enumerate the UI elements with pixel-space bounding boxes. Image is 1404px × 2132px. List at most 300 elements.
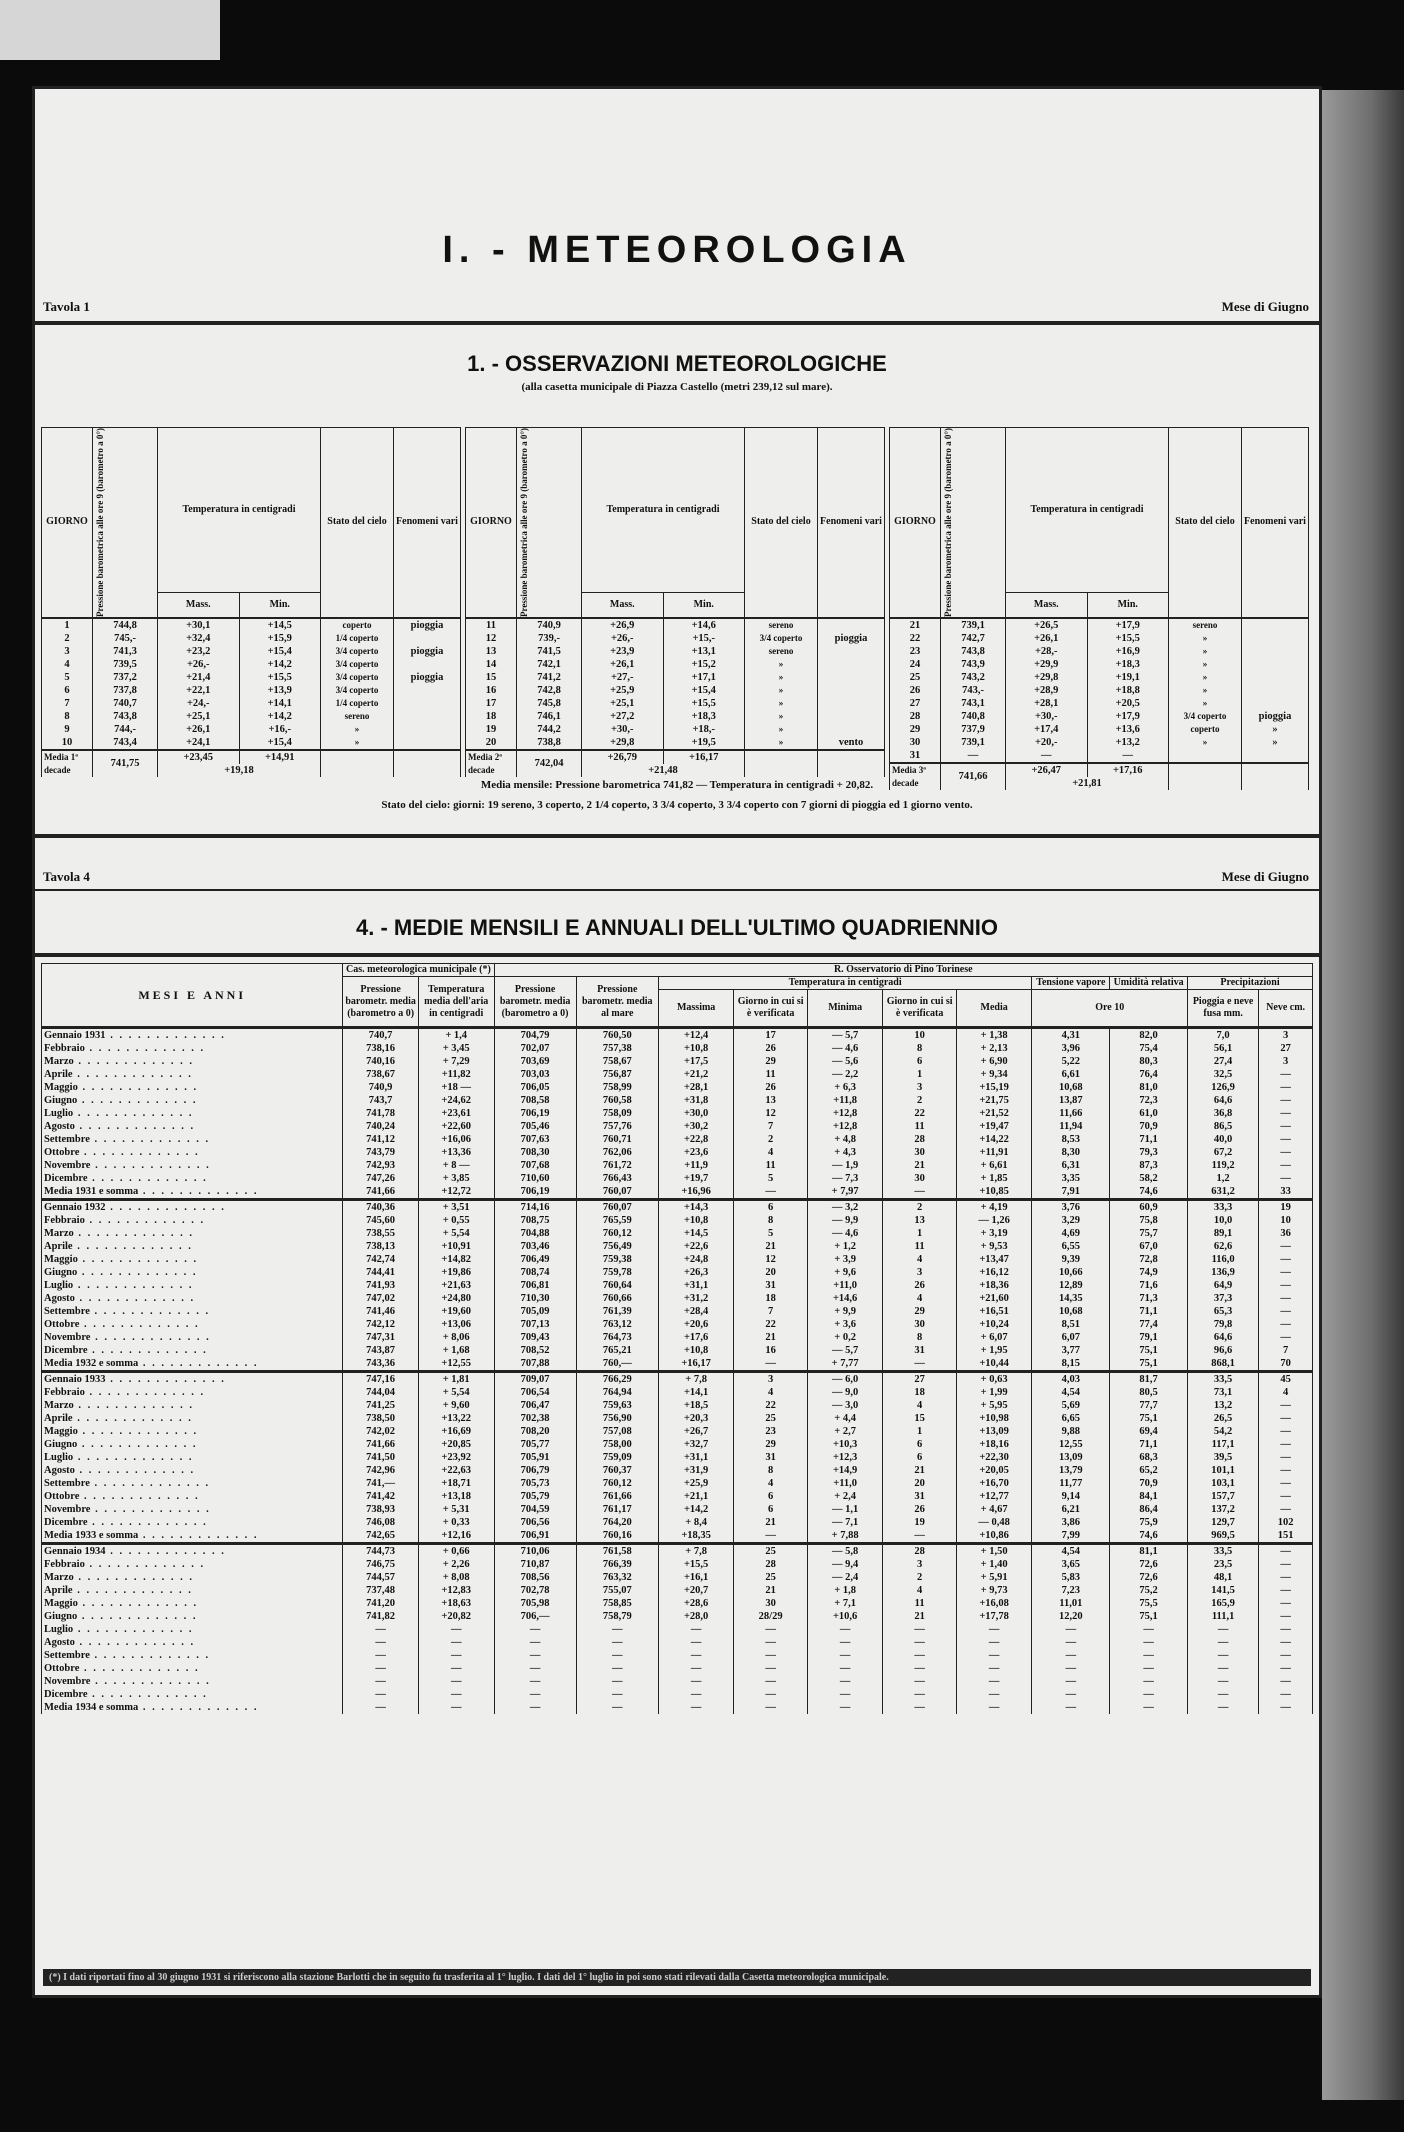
- value-gn: 4: [883, 1399, 956, 1412]
- tmin-value: +18,8: [1087, 684, 1169, 697]
- header-fenomeni: Fenomeni vari: [394, 428, 461, 618]
- value-mn: — 5,8: [807, 1544, 883, 1559]
- pressure-value: 744,2: [517, 723, 582, 736]
- value-om: 760,37: [576, 1464, 658, 1477]
- year-summary-row: [42, 1529, 1313, 1544]
- value-ne: —: [1259, 1292, 1313, 1305]
- value-gx: 23: [734, 1425, 807, 1438]
- year-summary-row: [42, 1701, 1313, 1714]
- value-me: +16,70: [956, 1477, 1032, 1490]
- tensione-value: 8,30: [1032, 1146, 1110, 1159]
- media-empty: [745, 750, 818, 777]
- value-ct: + 1,81: [418, 1372, 494, 1387]
- sky-state: sereno: [745, 645, 818, 658]
- value-ct: +23,92: [418, 1451, 494, 1464]
- tmax-value: +26,-: [158, 658, 240, 671]
- value-mn: — 7,1: [807, 1516, 883, 1529]
- sky-state: »: [745, 710, 818, 723]
- value-ne: —: [1259, 1318, 1313, 1331]
- tmax-value: +32,4: [158, 632, 240, 645]
- value-cp: 746,75: [343, 1558, 419, 1571]
- value-op: 708,30: [494, 1146, 576, 1159]
- value-om: —: [576, 1662, 658, 1675]
- value-mx: +18,5: [658, 1399, 734, 1412]
- tavola4-month: Mese di Giugno: [1221, 869, 1309, 884]
- pressure-value: 740,9: [517, 618, 582, 632]
- value-mn: + 0,2: [807, 1331, 883, 1344]
- value-pi: 79,8: [1188, 1318, 1259, 1331]
- value-pi: 86,5: [1188, 1120, 1259, 1133]
- value-gn: 6: [883, 1055, 956, 1068]
- value-mx: +30,2: [658, 1120, 734, 1133]
- value-me: —: [956, 1675, 1032, 1688]
- rule-sec4: [35, 953, 1319, 957]
- month-label: Settembre . . . . . . . . . . . . .: [42, 1477, 343, 1490]
- value-om: 756,87: [576, 1068, 658, 1081]
- value-mn: +12,8: [807, 1107, 883, 1120]
- value-cp: 744,41: [343, 1266, 419, 1279]
- tensione-value: 13,79: [1032, 1464, 1110, 1477]
- header-max: Mass.: [582, 592, 664, 618]
- day-number: 22: [890, 632, 941, 645]
- value-pi: 137,2: [1188, 1503, 1259, 1516]
- month-row: [42, 1372, 1313, 1387]
- tensione-value: —: [1032, 1662, 1110, 1675]
- value-ne: —: [1259, 1240, 1313, 1253]
- value-ct: + 2,26: [418, 1558, 494, 1571]
- media-label: Media 1ª decade: [42, 750, 93, 777]
- media-tmin: +16,17: [663, 750, 745, 764]
- observation-row: [890, 697, 1309, 710]
- value-me: — 1,26: [956, 1214, 1032, 1227]
- tensione-value: 3,96: [1032, 1042, 1110, 1055]
- value-om: 755,07: [576, 1584, 658, 1597]
- tmin-value: +13,6: [1087, 723, 1169, 736]
- value-gn: 20: [883, 1477, 956, 1490]
- sky-state: 3/4 coperto: [321, 658, 394, 671]
- pressure-value: 743,1: [941, 697, 1006, 710]
- value-ne: 36: [1259, 1227, 1313, 1240]
- value-ct: +12,16: [418, 1529, 494, 1544]
- tensione-value: 3,86: [1032, 1516, 1110, 1529]
- month-row: [42, 1172, 1313, 1185]
- value-om: 758,99: [576, 1081, 658, 1094]
- sky-state: sereno: [745, 618, 818, 632]
- value-ct: —: [418, 1623, 494, 1636]
- value-ct: +13,18: [418, 1490, 494, 1503]
- value-mx: +12,4: [658, 1028, 734, 1043]
- observation-row: [466, 645, 885, 658]
- observation-row: [42, 632, 461, 645]
- value-me: +22,30: [956, 1451, 1032, 1464]
- rule-tav4: [35, 889, 1319, 891]
- day-number: 31: [890, 749, 941, 763]
- value-gn: 4: [883, 1292, 956, 1305]
- value-cp: 740,16: [343, 1055, 419, 1068]
- value-op: 707,68: [494, 1159, 576, 1172]
- value-cp: 744,57: [343, 1571, 419, 1584]
- day-number: 21: [890, 618, 941, 632]
- value-pi: 111,1: [1188, 1610, 1259, 1623]
- media-label: Media 2ª decade: [466, 750, 517, 777]
- tensione-value: 6,61: [1032, 1068, 1110, 1081]
- value-op: 705,46: [494, 1120, 576, 1133]
- value-me: + 6,07: [956, 1331, 1032, 1344]
- value-me: +14,22: [956, 1133, 1032, 1146]
- value-op: 709,43: [494, 1331, 576, 1344]
- value-ne: —: [1259, 1305, 1313, 1318]
- tmax-value: +26,9: [582, 618, 664, 632]
- pressure-value: 741,5: [517, 645, 582, 658]
- tmin-value: +15,5: [239, 671, 321, 684]
- value-gx: 20: [734, 1266, 807, 1279]
- value-ne: —: [1259, 1636, 1313, 1649]
- value-op: 706,47: [494, 1399, 576, 1412]
- header-stato: Stato del cielo: [1169, 428, 1242, 618]
- value-cp: 741,—: [343, 1477, 419, 1490]
- pressure-value: 743,8: [93, 710, 158, 723]
- value-ct: + 3,85: [418, 1172, 494, 1185]
- value-ne: —: [1259, 1558, 1313, 1571]
- umidita-value: 76,4: [1110, 1068, 1188, 1081]
- value-mx: + 7,8: [658, 1372, 734, 1387]
- value-cp: 741,78: [343, 1107, 419, 1120]
- value-om: 759,09: [576, 1451, 658, 1464]
- media-temp: +19,18: [158, 764, 321, 777]
- value-gx: —: [734, 1185, 807, 1200]
- value-ct: +11,82: [418, 1068, 494, 1081]
- umidita-value: 77,4: [1110, 1318, 1188, 1331]
- value-om: 756,49: [576, 1240, 658, 1253]
- tmax-value: +23,9: [582, 645, 664, 658]
- day-number: 20: [466, 736, 517, 750]
- value-om: 761,66: [576, 1490, 658, 1503]
- value-gx: 5: [734, 1227, 807, 1240]
- value-gn: 21: [883, 1464, 956, 1477]
- value-ne: —: [1259, 1675, 1313, 1688]
- value-ne: —: [1259, 1490, 1313, 1503]
- umidita-value: 74,6: [1110, 1529, 1188, 1544]
- media-empty: [818, 750, 885, 777]
- value-om: 763,32: [576, 1571, 658, 1584]
- tensione-value: —: [1032, 1636, 1110, 1649]
- tensione-value: 11,94: [1032, 1120, 1110, 1133]
- value-mn: + 4,4: [807, 1412, 883, 1425]
- value-pi: 54,2: [1188, 1425, 1259, 1438]
- day-number: 24: [890, 658, 941, 671]
- phenomena: [1242, 618, 1309, 632]
- value-me: +18,36: [956, 1279, 1032, 1292]
- pressure-value: 742,1: [517, 658, 582, 671]
- value-pi: —: [1188, 1649, 1259, 1662]
- value-gn: 11: [883, 1120, 956, 1133]
- value-pi: 37,3: [1188, 1292, 1259, 1305]
- tmin-value: +14,1: [239, 697, 321, 710]
- tmax-value: +29,8: [1006, 671, 1088, 684]
- tensione-value: 13,87: [1032, 1094, 1110, 1107]
- value-op: 708,20: [494, 1425, 576, 1438]
- value-mn: — 4,6: [807, 1042, 883, 1055]
- value-ne: —: [1259, 1146, 1313, 1159]
- value-ct: +13,36: [418, 1146, 494, 1159]
- observation-row: [890, 710, 1309, 723]
- tmax-value: +26,1: [582, 658, 664, 671]
- umidita-value: 71,1: [1110, 1305, 1188, 1318]
- month-row: [42, 1451, 1313, 1464]
- value-pi: 62,6: [1188, 1240, 1259, 1253]
- value-om: 766,29: [576, 1372, 658, 1387]
- month-row: [42, 1159, 1313, 1172]
- month-label: Settembre . . . . . . . . . . . . .: [42, 1133, 343, 1146]
- value-gn: 3: [883, 1558, 956, 1571]
- value-mn: +10,3: [807, 1438, 883, 1451]
- tmin-value: +14,2: [239, 658, 321, 671]
- observation-row: [890, 736, 1309, 749]
- value-mn: + 3,9: [807, 1253, 883, 1266]
- value-op: 703,69: [494, 1055, 576, 1068]
- month-label: Marzo . . . . . . . . . . . . .: [42, 1055, 343, 1068]
- value-cp: 744,04: [343, 1386, 419, 1399]
- value-gn: —: [883, 1636, 956, 1649]
- tmax-value: +29,8: [582, 736, 664, 750]
- value-gn: 29: [883, 1305, 956, 1318]
- value-gx: —: [734, 1701, 807, 1714]
- value-mx: +26,7: [658, 1425, 734, 1438]
- value-ne: —: [1259, 1571, 1313, 1584]
- header-observatory: R. Osservatorio di Pino Torinese: [494, 964, 1313, 977]
- tensione-value: 8,53: [1032, 1133, 1110, 1146]
- value-mn: — 3,0: [807, 1399, 883, 1412]
- tmax-value: +26,-: [582, 632, 664, 645]
- value-gx: 8: [734, 1464, 807, 1477]
- day-number: 6: [42, 684, 93, 697]
- value-pi: 157,7: [1188, 1490, 1259, 1503]
- month-label: Febbraio . . . . . . . . . . . . .: [42, 1386, 343, 1399]
- month-label: Giugno . . . . . . . . . . . . .: [42, 1266, 343, 1279]
- value-pi: 33,5: [1188, 1544, 1259, 1559]
- value-mn: + 7,97: [807, 1185, 883, 1200]
- value-mn: + 3,6: [807, 1318, 883, 1331]
- month-row: [42, 1623, 1313, 1636]
- value-pi: —: [1188, 1623, 1259, 1636]
- value-cp: 737,48: [343, 1584, 419, 1597]
- value-mn: + 4,3: [807, 1146, 883, 1159]
- day-number: 15: [466, 671, 517, 684]
- value-cp: —: [343, 1675, 419, 1688]
- tmin-value: +20,5: [1087, 697, 1169, 710]
- value-gx: 25: [734, 1412, 807, 1425]
- value-pi: 129,7: [1188, 1516, 1259, 1529]
- tensione-value: 6,21: [1032, 1503, 1110, 1516]
- value-cp: 741,66: [343, 1185, 419, 1200]
- value-ct: +16,69: [418, 1425, 494, 1438]
- value-ne: —: [1259, 1544, 1313, 1559]
- value-pi: —: [1188, 1688, 1259, 1701]
- value-mn: —: [807, 1649, 883, 1662]
- value-gx: 30: [734, 1597, 807, 1610]
- value-op: 710,87: [494, 1558, 576, 1571]
- umidita-value: 74,6: [1110, 1185, 1188, 1200]
- value-ct: + 8,06: [418, 1331, 494, 1344]
- value-mx: +15,5: [658, 1558, 734, 1571]
- header-mesi: MESI E ANNI: [42, 964, 343, 1028]
- value-cp: 740,9: [343, 1081, 419, 1094]
- value-pi: 39,5: [1188, 1451, 1259, 1464]
- value-ct: + 9,60: [418, 1399, 494, 1412]
- phenomena: pioggia: [394, 645, 461, 658]
- value-pi: 141,5: [1188, 1584, 1259, 1597]
- value-mn: +14,9: [807, 1464, 883, 1477]
- month-label: Dicembre . . . . . . . . . . . . .: [42, 1688, 343, 1701]
- tmax-value: +26,1: [158, 723, 240, 736]
- value-mx: +17,5: [658, 1055, 734, 1068]
- umidita-value: 69,4: [1110, 1425, 1188, 1438]
- day-number: 8: [42, 710, 93, 723]
- value-mn: +11,8: [807, 1094, 883, 1107]
- value-gn: 3: [883, 1081, 956, 1094]
- phenomena: »: [1242, 736, 1309, 749]
- month-row: [42, 1305, 1313, 1318]
- day-number: 11: [466, 618, 517, 632]
- tmin-value: +15,5: [1087, 632, 1169, 645]
- tensione-value: 4,03: [1032, 1372, 1110, 1387]
- month-row: [42, 1584, 1313, 1597]
- tmax-value: +20,-: [1006, 736, 1088, 749]
- sky-state: »: [321, 736, 394, 750]
- value-pi: 96,6: [1188, 1344, 1259, 1357]
- header-giorno-max: Giorno in cui si è verificata: [734, 990, 807, 1028]
- value-ct: +20,82: [418, 1610, 494, 1623]
- tavola1-month: Mese di Giugno: [1221, 299, 1309, 314]
- umidita-value: 75,2: [1110, 1584, 1188, 1597]
- tensione-value: 5,83: [1032, 1571, 1110, 1584]
- umidita-value: 65,2: [1110, 1464, 1188, 1477]
- value-mx: +28,4: [658, 1305, 734, 1318]
- value-gx: 12: [734, 1253, 807, 1266]
- value-ct: + 1,4: [418, 1028, 494, 1043]
- observation-row: [890, 632, 1309, 645]
- value-ct: —: [418, 1675, 494, 1688]
- header-pressione: Pressione barometrica alle ore 9 (barometro a 0°): [517, 428, 582, 618]
- pressure-value: 745,8: [517, 697, 582, 710]
- value-mx: +28,1: [658, 1081, 734, 1094]
- value-gn: 4: [883, 1584, 956, 1597]
- phenomena: [818, 671, 885, 684]
- value-op: 704,59: [494, 1503, 576, 1516]
- value-mx: +31,1: [658, 1451, 734, 1464]
- value-op: 708,58: [494, 1094, 576, 1107]
- observation-row: [466, 671, 885, 684]
- value-gx: —: [734, 1529, 807, 1544]
- value-op: 705,79: [494, 1490, 576, 1503]
- umidita-value: —: [1110, 1675, 1188, 1688]
- sky-state: »: [745, 697, 818, 710]
- value-me: —: [956, 1636, 1032, 1649]
- tmin-value: +13,2: [1087, 736, 1169, 749]
- section1-subtitle: (alla casetta municipale di Piazza Castello (metri 239,12 sul mare).: [521, 381, 833, 393]
- summary-line-2: Stato del cielo: giorni: 19 sereno, 3 coperto, 2 1/4 coperto, 3 3/4 coperto, 3 3/4 coperto con 7 giorni di pioggia ed 1 giorno vento.: [381, 799, 973, 811]
- value-me: +13,09: [956, 1425, 1032, 1438]
- value-cp: 742,93: [343, 1159, 419, 1172]
- umidita-value: 81,1: [1110, 1544, 1188, 1559]
- phenomena: [1242, 671, 1309, 684]
- value-ne: 102: [1259, 1516, 1313, 1529]
- month-row: [42, 1597, 1313, 1610]
- header-fenomeni: Fenomeni vari: [818, 428, 885, 618]
- tensione-value: 13,09: [1032, 1451, 1110, 1464]
- day-number: 2: [42, 632, 93, 645]
- pressure-value: 737,8: [93, 684, 158, 697]
- tensione-value: 5,22: [1032, 1055, 1110, 1068]
- value-ne: —: [1259, 1688, 1313, 1701]
- value-me: +10,85: [956, 1185, 1032, 1200]
- value-mx: —: [658, 1688, 734, 1701]
- observation-row: [890, 723, 1309, 736]
- value-mx: —: [658, 1623, 734, 1636]
- value-mx: +16,17: [658, 1357, 734, 1372]
- value-mx: +10,8: [658, 1344, 734, 1357]
- value-ct: +12,55: [418, 1357, 494, 1372]
- value-gx: 21: [734, 1584, 807, 1597]
- value-gx: 29: [734, 1438, 807, 1451]
- phenomena: [394, 736, 461, 750]
- value-om: 757,08: [576, 1425, 658, 1438]
- month-row: [42, 1266, 1313, 1279]
- tensione-value: 10,66: [1032, 1266, 1110, 1279]
- header-cas-press: Pressione barometr. media (barometro a 0): [343, 977, 419, 1028]
- pressure-value: 744,-: [93, 723, 158, 736]
- tensione-value: 3,77: [1032, 1344, 1110, 1357]
- tensione-value: —: [1032, 1649, 1110, 1662]
- value-ne: —: [1259, 1068, 1313, 1081]
- day-number: 4: [42, 658, 93, 671]
- month-label: Marzo . . . . . . . . . . . . .: [42, 1399, 343, 1412]
- value-op: 708,56: [494, 1571, 576, 1584]
- value-me: + 5,91: [956, 1571, 1032, 1584]
- year-summary-row: [42, 1185, 1313, 1200]
- value-op: 708,75: [494, 1214, 576, 1227]
- tmax-value: +17,4: [1006, 723, 1088, 736]
- value-ct: —: [418, 1688, 494, 1701]
- value-gn: —: [883, 1662, 956, 1675]
- value-gn: 1: [883, 1068, 956, 1081]
- day-number: 29: [890, 723, 941, 736]
- value-op: 706,49: [494, 1253, 576, 1266]
- value-ct: +21,63: [418, 1279, 494, 1292]
- value-pi: —: [1188, 1636, 1259, 1649]
- value-mn: + 2,7: [807, 1425, 883, 1438]
- value-mn: — 7,3: [807, 1172, 883, 1185]
- sky-state: »: [745, 684, 818, 697]
- pressure-value: 741,3: [93, 645, 158, 658]
- value-mx: +20,7: [658, 1584, 734, 1597]
- month-label: Aprile . . . . . . . . . . . . .: [42, 1240, 343, 1253]
- pressure-value: 743,8: [941, 645, 1006, 658]
- tmax-value: —: [1006, 749, 1088, 763]
- umidita-value: 79,1: [1110, 1331, 1188, 1344]
- tmax-value: +25,9: [582, 684, 664, 697]
- value-gx: 2: [734, 1133, 807, 1146]
- month-label: Ottobre . . . . . . . . . . . . .: [42, 1146, 343, 1159]
- value-gn: —: [883, 1688, 956, 1701]
- pressure-value: 743,9: [941, 658, 1006, 671]
- sky-state: »: [321, 723, 394, 736]
- umidita-value: 79,3: [1110, 1146, 1188, 1159]
- value-gx: 29: [734, 1055, 807, 1068]
- value-gx: 3: [734, 1372, 807, 1387]
- month-label: Maggio . . . . . . . . . . . . .: [42, 1425, 343, 1438]
- month-label: Luglio . . . . . . . . . . . . .: [42, 1279, 343, 1292]
